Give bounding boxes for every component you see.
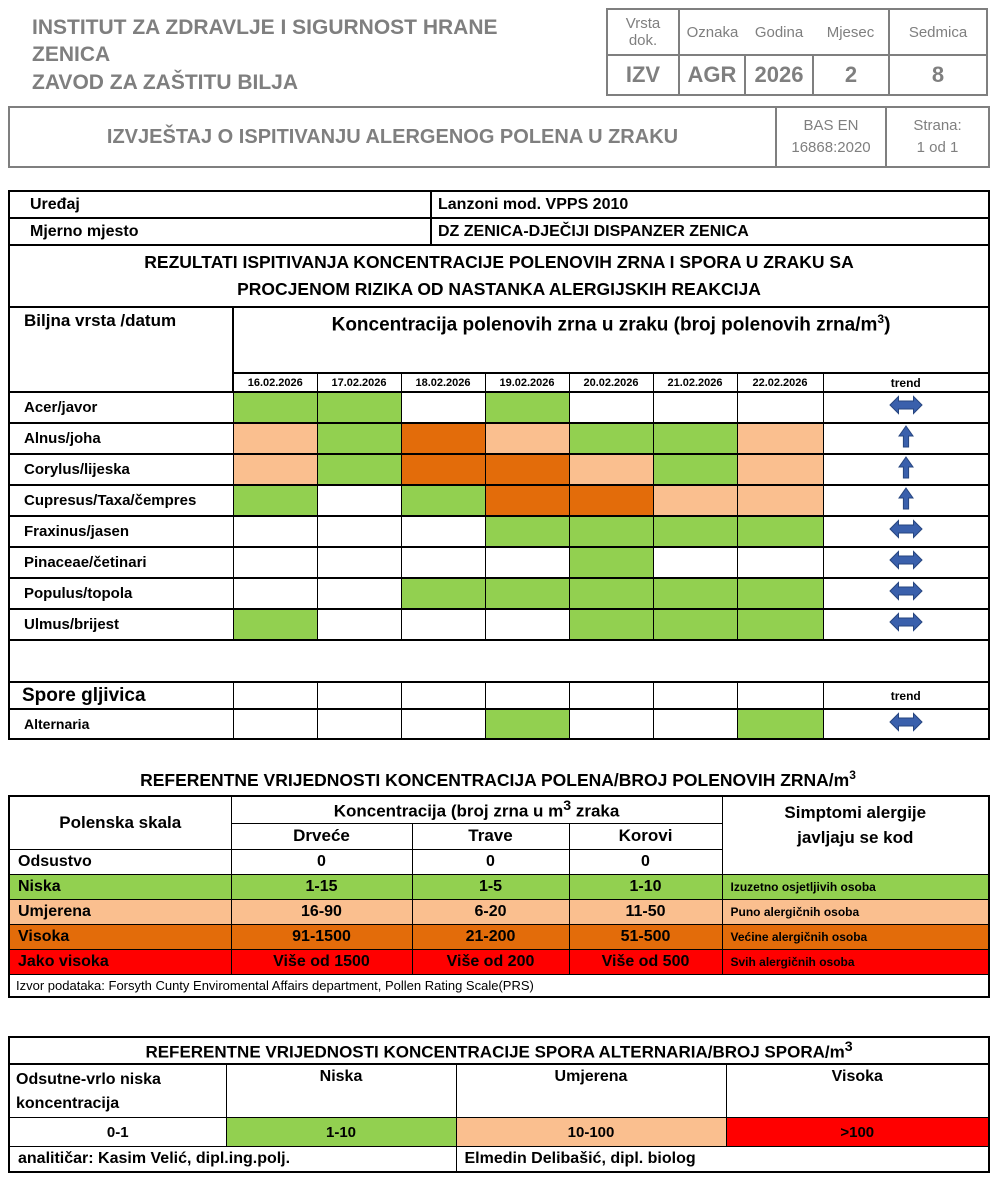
range-value: Više od 1500 [231, 949, 412, 974]
spore-range-value: 0-1 [9, 1118, 226, 1147]
reference-row [9, 899, 989, 924]
pollen-level-cell [401, 392, 485, 423]
standard-line-1: BAS EN [803, 116, 859, 134]
spore-empty-cell [485, 682, 569, 709]
pollen-level-cell [233, 423, 317, 454]
pollen-level-cell [737, 423, 823, 454]
pollen-level-cell [485, 392, 569, 423]
standard-line-2: 16868:2020 [791, 139, 871, 156]
pollen-level-cell [485, 516, 569, 547]
spore-trend-cell [823, 709, 989, 739]
pollen-level-cell [317, 547, 401, 578]
species-row [9, 423, 989, 454]
pollen-level-cell [569, 547, 653, 578]
pollen-level-cell [569, 392, 653, 423]
doc-header-mjesec: Mjesec [813, 9, 889, 55]
pollen-level-cell [317, 578, 401, 609]
spore-level-cell [485, 709, 569, 739]
range-value: 16-90 [231, 899, 412, 924]
pollen-level-cell [233, 454, 317, 485]
results-table [8, 244, 990, 740]
trend-cell [823, 454, 989, 485]
analyst-1: analitičar: Kasim Velić, dipl.ing.polj. [9, 1147, 456, 1172]
species-label: Alnus/joha [9, 423, 233, 454]
trend-steady-arrow-icon [889, 581, 923, 601]
range-value: 1-5 [412, 874, 569, 899]
scale-label: Niska [9, 874, 231, 899]
pollen-level-cell [737, 392, 823, 423]
scale-label: Umjerena [9, 899, 231, 924]
pollen-level-cell [569, 516, 653, 547]
spore-level-cell [317, 709, 401, 739]
trend-cell [823, 392, 989, 423]
pollen-level-cell [317, 454, 401, 485]
pollen-level-cell [401, 578, 485, 609]
symptoms-header: Simptomi alergije javljaju se kod [722, 796, 989, 874]
page-header [8, 8, 988, 96]
document-info-table [606, 8, 988, 96]
range-value: 0 [412, 849, 569, 874]
range-value: 0 [231, 849, 412, 874]
date-header-2: 18.02.2026 [401, 373, 485, 392]
pollen-level-cell [401, 516, 485, 547]
reference-row [9, 874, 989, 899]
species-label: Ulmus/brijest [9, 609, 233, 640]
pollen-level-cell [233, 485, 317, 516]
pollen-level-cell [569, 454, 653, 485]
doc-value-oznaka: AGR [679, 55, 745, 95]
trend-cell [823, 485, 989, 516]
spore-level-cell [569, 709, 653, 739]
doc-header-sedmica: Sedmica [889, 9, 987, 55]
source-row [9, 974, 989, 997]
species-label: Cupresus/Taxa/čempres [9, 485, 233, 516]
doc-value-godina: 2026 [745, 55, 813, 95]
pollen-level-cell [401, 547, 485, 578]
spacer-cell [9, 640, 989, 682]
pollen-level-cell [485, 454, 569, 485]
pollen-level-cell [653, 516, 737, 547]
reference-pollen-title: REFERENTNE VRIJEDNOSTI KONCENTRACIJA POLENA/BROJ POLENOVIH ZRNA/$m^3$ [140, 768, 856, 791]
spore-row [9, 709, 989, 739]
spore-range-value: >100 [726, 1118, 989, 1147]
pollen-level-cell [653, 485, 737, 516]
sub-header-0: Drveće [231, 823, 412, 849]
pollen-scale-header: Polenska skala [9, 796, 231, 849]
pollen-level-cell [737, 609, 823, 640]
range-value: 21-200 [412, 924, 569, 949]
trend-steady-arrow-icon [889, 612, 923, 632]
pollen-level-cell [233, 547, 317, 578]
scale-label: Visoka [9, 924, 231, 949]
trend-steady-arrow-icon [889, 395, 923, 415]
site-value: DZ ZENICA-DJEČIJI DISPANZER ZENICA [431, 218, 989, 245]
pollen-level-cell [401, 609, 485, 640]
pollen-level-cell [233, 609, 317, 640]
reference-row [9, 924, 989, 949]
institute-line-1: INSTITUT ZA ZDRAVLJE I SIGURNOST HRANE [32, 16, 498, 39]
species-row [9, 578, 989, 609]
analyst-2: Elmedin Delibašić, dipl. biolog [456, 1147, 989, 1172]
pollen-level-cell [569, 485, 653, 516]
spore-scale-header-1: Niska [226, 1064, 456, 1118]
page-number [886, 107, 989, 167]
report-title-bar [8, 106, 990, 168]
trend-cell [823, 578, 989, 609]
pollen-level-cell [569, 423, 653, 454]
reference-spore-table [8, 1036, 990, 1173]
trend-steady-arrow-icon [889, 712, 923, 732]
reference-spore-title: REFERENTNE VRIJEDNOSTI KONCENTRACIJE SPORA ALTERNARIA/BROJ SPORA/$m^3$ [9, 1037, 989, 1065]
sub-header-2: Korovi [569, 823, 722, 849]
pollen-level-cell [737, 454, 823, 485]
species-label: Fraxinus/jasen [9, 516, 233, 547]
trend-up-arrow-icon [898, 425, 914, 448]
trend-cell [823, 547, 989, 578]
pollen-level-cell [317, 423, 401, 454]
trend-cell [823, 516, 989, 547]
pollen-level-cell [401, 423, 485, 454]
spore-empty-cell [569, 682, 653, 709]
pollen-level-cell [653, 609, 737, 640]
pollen-level-cell [653, 578, 737, 609]
range-value: 0 [569, 849, 722, 874]
spore-empty-cell [317, 682, 401, 709]
spore-level-cell [653, 709, 737, 739]
pollen-level-cell [401, 454, 485, 485]
pollen-level-cell [317, 392, 401, 423]
date-header-0: 16.02.2026 [233, 373, 317, 392]
range-value: 51-500 [569, 924, 722, 949]
spore-scale-header-0: Odsutne-vrlo niska koncentracija [9, 1064, 226, 1118]
pollen-level-cell [485, 609, 569, 640]
data-source-note: Izvor podataka: Forsyth Cunty Enviromental Affairs department, Pollen Rating Scale(PRS) [9, 974, 989, 997]
spore-level-cell [737, 709, 823, 739]
range-value: 11-50 [569, 899, 722, 924]
pollen-level-cell [233, 516, 317, 547]
trend-up-arrow-icon [898, 487, 914, 510]
spore-header-row [9, 682, 989, 709]
pollen-level-cell [737, 547, 823, 578]
symptom-text: Izuzetno osjetljivih osoba [722, 874, 989, 899]
page-label: Strana: [913, 116, 962, 134]
date-header-5: 21.02.2026 [653, 373, 737, 392]
pollen-level-cell [737, 578, 823, 609]
standard-reference [776, 107, 886, 167]
spore-label: Alternaria [9, 709, 233, 739]
device-info-table [8, 190, 990, 246]
results-title-line-1: REZULTATI ISPITIVANJA KONCENTRACIJE POLENOVIH ZRNA I SPORA U ZRAKU SA [144, 252, 854, 272]
date-header-1: 17.02.2026 [317, 373, 401, 392]
symptom-text: Svih alergičnih osoba [722, 949, 989, 974]
pollen-level-cell [485, 423, 569, 454]
doc-value-vrsta: IZV [607, 55, 679, 95]
species-row [9, 392, 989, 423]
spore-scale-header-3: Visoka [726, 1064, 989, 1118]
concentration-header: Koncentracija (broj zrna u $m^3$ zraka [231, 796, 722, 823]
range-value: 1-15 [231, 874, 412, 899]
date-header-3: 19.02.2026 [485, 373, 569, 392]
pollen-level-cell [653, 454, 737, 485]
species-label: Acer/javor [9, 392, 233, 423]
pollen-level-cell [485, 578, 569, 609]
device-value: Lanzoni mod. VPPS 2010 [431, 191, 989, 218]
row-header-species: Biljna vrsta /datum [9, 307, 233, 392]
spore-level-cell [401, 709, 485, 739]
doc-value-sedmica: 8 [889, 55, 987, 95]
spore-trend-header: trend [823, 682, 989, 709]
trend-cell [823, 609, 989, 640]
pollen-level-cell [233, 392, 317, 423]
species-row [9, 547, 989, 578]
species-row [9, 485, 989, 516]
pollen-level-cell [401, 485, 485, 516]
species-row [9, 454, 989, 485]
sub-header-1: Trave [412, 823, 569, 849]
pollen-level-cell [737, 516, 823, 547]
pollen-level-cell [485, 547, 569, 578]
institute-name [8, 8, 568, 96]
species-row [9, 516, 989, 547]
spore-empty-cell [233, 682, 317, 709]
reference-row [9, 949, 989, 974]
pollen-level-cell [737, 485, 823, 516]
date-header-4: 20.02.2026 [569, 373, 653, 392]
page-value: 1 od 1 [916, 139, 959, 156]
symptom-text: Većine alergičnih osoba [722, 924, 989, 949]
range-value: 91-1500 [231, 924, 412, 949]
results-title-line-2: PROCJENOM RIZIKA OD NASTANKA ALERGIJSKIH REAKCIJA [237, 279, 761, 300]
trend-up-arrow-icon [898, 456, 914, 479]
pollen-level-cell [317, 485, 401, 516]
spore-empty-cell [401, 682, 485, 709]
scale-label: Jako visoka [9, 949, 231, 974]
pollen-level-cell [317, 609, 401, 640]
column-header-concentration: Koncentracija polenovih zrna u zraku (broj polenovih zrna/$m^3$) [233, 307, 989, 373]
reference-pollen-table [8, 795, 990, 998]
pollen-level-cell [653, 423, 737, 454]
spore-range-value: 1-10 [226, 1118, 456, 1147]
range-value: 6-20 [412, 899, 569, 924]
species-label: Pinaceae/četinari [9, 547, 233, 578]
spacer-row [9, 640, 989, 682]
trend-steady-arrow-icon [889, 519, 923, 539]
doc-value-mjesec: 2 [813, 55, 889, 95]
species-row [9, 609, 989, 640]
doc-header-vrsta: Vrsta dok. [607, 9, 679, 55]
pollen-level-cell [485, 485, 569, 516]
range-value: 1-10 [569, 874, 722, 899]
spore-empty-cell [653, 682, 737, 709]
trend-steady-arrow-icon [889, 550, 923, 570]
results-section-title [9, 245, 989, 307]
range-value: Više od 200 [412, 949, 569, 974]
doc-header-oznaka: Oznaka [679, 9, 745, 55]
pollen-level-cell [569, 578, 653, 609]
pollen-level-cell [233, 578, 317, 609]
site-label: Mjerno mjesto [9, 218, 431, 245]
species-label: Corylus/lijeska [9, 454, 233, 485]
pollen-level-cell [653, 392, 737, 423]
spore-empty-cell [737, 682, 823, 709]
institute-line-3: ZAVOD ZA ZAŠTITU BILJA [32, 70, 298, 94]
device-label: Uređaj [9, 191, 431, 218]
pollen-level-cell [317, 516, 401, 547]
report-title: IZVJEŠTAJ O ISPITIVANJU ALERGENOG POLENA U ZRAKU [9, 107, 776, 167]
trend-cell [823, 423, 989, 454]
spore-range-value: 10-100 [456, 1118, 726, 1147]
species-label: Populus/topola [9, 578, 233, 609]
range-value: Više od 500 [569, 949, 722, 974]
institute-line-2: ZENICA [32, 43, 111, 67]
trend-header: trend [823, 373, 989, 392]
spore-section-label: Spore gljivica [9, 682, 233, 709]
spore-scale-header-2: Umjerena [456, 1064, 726, 1118]
date-header-6: 22.02.2026 [737, 373, 823, 392]
pollen-level-cell [569, 609, 653, 640]
spore-level-cell [233, 709, 317, 739]
doc-header-godina: Godina [745, 9, 813, 55]
pollen-level-cell [653, 547, 737, 578]
symptom-text: Puno alergičnih osoba [722, 899, 989, 924]
scale-label: Odsustvo [9, 849, 231, 874]
